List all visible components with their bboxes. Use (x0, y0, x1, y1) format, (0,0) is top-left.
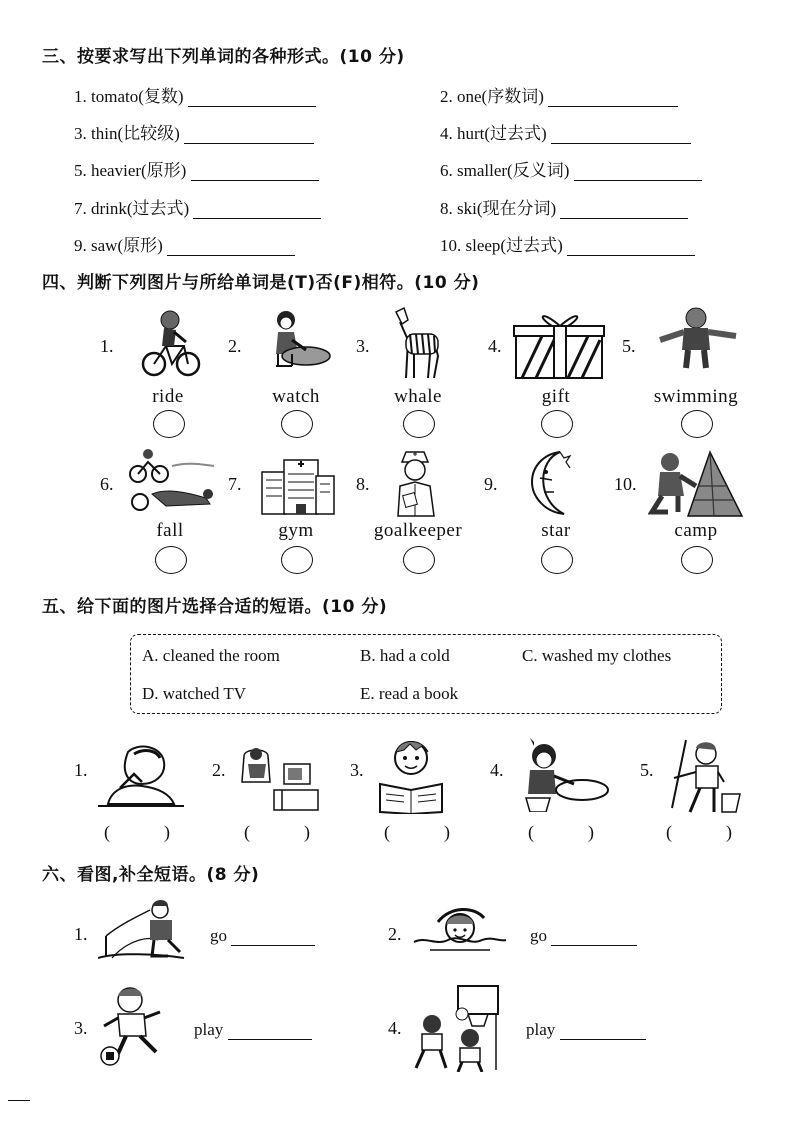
word-label: goalkeeper (373, 520, 463, 541)
boy-riding-bike-icon (140, 306, 202, 378)
question-label: 5. heavier(原形) (74, 161, 187, 180)
swimming-icon (410, 900, 508, 952)
answer-blank[interactable] (167, 239, 295, 256)
verb-label: go (210, 926, 227, 945)
phrase-item (210, 926, 315, 946)
word-label: whale (394, 386, 442, 407)
item-number: 9. (484, 474, 498, 494)
moon-icon (530, 448, 576, 518)
answer-circle[interactable] (153, 410, 185, 438)
question-label: 3. thin(比较级) (74, 124, 180, 143)
question-label: 4. hurt(过去式) (440, 124, 547, 143)
section-4-title: 四、判断下列图片与所给单词是(T)否(F)相符。(10 分) (42, 273, 480, 293)
answer-circle[interactable] (281, 546, 313, 574)
paren-right: ) (164, 822, 170, 842)
question-item (74, 194, 321, 219)
question-item (74, 231, 295, 256)
hospital-icon (256, 454, 338, 516)
answer-blank[interactable] (193, 202, 321, 219)
answer-parentheses[interactable] (528, 822, 594, 843)
question-label: 7. drink(过去式) (74, 199, 190, 218)
answer-circle[interactable] (541, 546, 573, 574)
question-label: 6. smaller(反义词) (440, 161, 570, 180)
item-number: 8. (356, 474, 370, 494)
basketball-icon (410, 984, 502, 1072)
option-e: E. read a book (360, 684, 459, 703)
verb-label: play (526, 1020, 556, 1039)
item-number: 4. (490, 760, 504, 780)
item-number: 6. (100, 474, 114, 494)
item-number: 5. (640, 760, 654, 780)
zebra-icon (386, 304, 448, 382)
paren-left: ( (528, 822, 534, 842)
phrase-item (526, 1020, 646, 1040)
paren-right: ) (726, 822, 732, 842)
answer-blank[interactable] (191, 164, 319, 181)
option-d: D. watched TV (142, 684, 247, 703)
question-item (440, 194, 688, 219)
answer-circle[interactable] (681, 410, 713, 438)
answer-parentheses[interactable] (244, 822, 310, 843)
word-label: gym (278, 520, 314, 541)
option-c: C. washed my clothes (522, 646, 672, 665)
answer-parentheses[interactable] (666, 822, 732, 843)
paren-right: ) (304, 822, 310, 842)
answer-blank[interactable] (231, 929, 315, 946)
girl-washing-icon (262, 306, 334, 378)
answer-blank[interactable] (228, 1023, 312, 1040)
item-number: 1. (74, 924, 88, 944)
gift-box-icon (512, 306, 606, 380)
answer-circle[interactable] (541, 410, 573, 438)
item-number: 5. (622, 336, 636, 356)
paren-left: ( (384, 822, 390, 842)
verb-label: go (530, 926, 547, 945)
page-mark-line (8, 1100, 30, 1101)
tent-icon (648, 446, 746, 518)
paren-right: ) (444, 822, 450, 842)
paren-left: ( (104, 822, 110, 842)
girl-washing-clothes-icon (516, 738, 612, 812)
skater-icon (656, 306, 740, 372)
answer-circle[interactable] (403, 410, 435, 438)
option-a: A. cleaned the room (142, 646, 280, 665)
item-number: 1. (74, 760, 88, 780)
fishing-icon (98, 896, 186, 962)
bike-fall-icon (126, 446, 218, 516)
phrase-item (530, 926, 637, 946)
section-6-title: 六、看图,补全短语。(8 分) (42, 865, 260, 885)
question-label: 8. ski(现在分词) (440, 199, 557, 218)
answer-parentheses[interactable] (384, 822, 450, 843)
boy-sweeping-icon (660, 738, 742, 814)
item-number: 3. (350, 760, 364, 780)
answer-circle[interactable] (281, 410, 313, 438)
answer-blank[interactable] (567, 239, 695, 256)
doctor-icon (384, 448, 446, 518)
football-icon (96, 986, 172, 1070)
answer-blank[interactable] (184, 127, 314, 144)
answer-parentheses[interactable] (104, 822, 170, 843)
question-item (74, 119, 314, 144)
question-label: 10. sleep(过去式) (440, 236, 563, 255)
section-3-title: 三、按要求写出下列单词的各种形式。(10 分) (42, 47, 405, 67)
paren-right: ) (588, 822, 594, 842)
answer-blank[interactable] (188, 90, 316, 107)
question-item (74, 82, 316, 107)
item-number: 4. (388, 1018, 402, 1038)
boy-reading-icon (376, 738, 446, 814)
answer-circle[interactable] (681, 546, 713, 574)
word-label: watch (272, 386, 320, 407)
item-number: 1. (100, 336, 114, 356)
question-item (440, 156, 702, 181)
word-label: gift (541, 386, 571, 407)
item-number: 2. (212, 760, 226, 780)
item-number: 7. (228, 474, 242, 494)
answer-circle[interactable] (155, 546, 187, 574)
question-item (440, 82, 678, 107)
word-label: star (541, 520, 571, 541)
item-number: 4. (488, 336, 502, 356)
question-item (74, 156, 319, 181)
word-label: ride (152, 386, 184, 407)
item-number: 3. (356, 336, 370, 356)
word-label: swimming (653, 386, 739, 407)
question-item (440, 231, 695, 256)
answer-blank[interactable] (560, 1023, 646, 1040)
question-item (440, 119, 691, 144)
question-label: 2. one(序数词) (440, 87, 544, 106)
watching-tv-icon (238, 742, 324, 812)
item-number: 2. (388, 924, 402, 944)
item-number: 2. (228, 336, 242, 356)
word-label: camp (674, 520, 718, 541)
answer-blank[interactable] (551, 127, 691, 144)
word-label: fall (156, 520, 184, 541)
verb-label: play (194, 1020, 224, 1039)
phrase-item (194, 1020, 312, 1040)
paren-left: ( (244, 822, 250, 842)
section-5-title: 五、给下面的图片选择合适的短语。(10 分) (42, 597, 388, 617)
answer-circle[interactable] (403, 546, 435, 574)
answer-blank[interactable] (551, 929, 637, 946)
option-b: B. had a cold (360, 646, 450, 665)
question-label: 9. saw(原形) (74, 236, 163, 255)
answer-blank[interactable] (574, 164, 702, 181)
item-number: 3. (74, 1018, 88, 1038)
paren-left: ( (666, 822, 672, 842)
question-label: 1. tomato(复数) (74, 87, 184, 106)
item-number: 10. (614, 474, 637, 494)
boy-with-cold-icon (98, 744, 184, 808)
answer-blank[interactable] (548, 90, 678, 107)
answer-blank[interactable] (560, 202, 688, 219)
